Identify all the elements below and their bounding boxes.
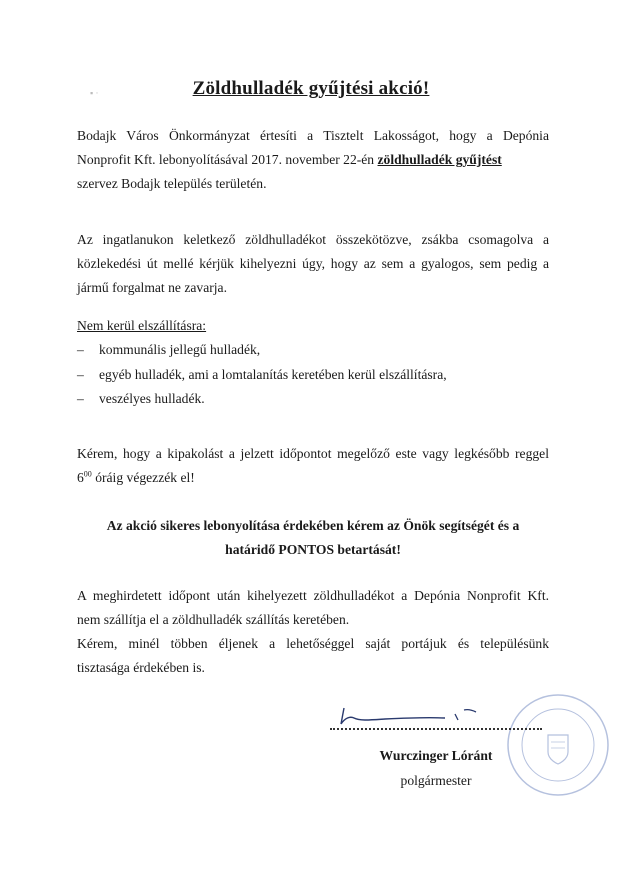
paragraph-line: Az ingatlanukon keletkező zöldhulladékot összekötözve, zsákba csomagolva a [77, 232, 549, 247]
paragraph-line: Kérem, minél többen éljenek a lehetőséggel saját portájuk és településünk [77, 636, 549, 651]
signer-name: Wurczinger Lóránt [379, 748, 493, 763]
paragraph-announcement [77, 124, 549, 196]
paragraph-line: szervez Bodajk település területén. [77, 176, 267, 191]
list-item-text: kommunális jellegű hulladék, [99, 342, 261, 357]
paragraph-line: Bodajk Város Önkormányzat értesíti a Tisztelt Lakosságot, hogy a Depónia [77, 128, 549, 143]
bullet: – [77, 342, 84, 357]
highlight-text: zöldhulladék gyűjtést [377, 152, 502, 167]
list-item [77, 391, 205, 407]
paragraph-line [77, 148, 549, 172]
paragraph-closing [77, 584, 549, 680]
list-item-text: egyéb hulladék, ami a lomtalanítás keretében kerül elszállításra, [99, 367, 447, 382]
paragraph-instructions [77, 228, 549, 300]
handwritten-signature [330, 700, 490, 730]
paragraph-line: Kérem, hogy a kipakolást a jelzett időpontot megelőző este vagy legkésőbb reggel [77, 446, 549, 461]
superscript: 00 [83, 469, 92, 479]
page-title: Zöldhulladék gyűjtési akció! [192, 78, 430, 99]
list-item [77, 367, 447, 383]
bullet: – [77, 391, 84, 406]
text-run: 6 [77, 470, 84, 485]
paragraph-line: nem szállítja el a zöldhulladék szállítás keretében. [77, 612, 350, 627]
paragraph-line: közlekedési út mellé kérjük kihelyezni úgy, hogy az sem a gyalogos, sem pedig a [77, 256, 549, 271]
bullet: – [77, 367, 84, 382]
text-run: Nonprofit Kft. lebonyolításával 2017. november 22-én [77, 152, 378, 167]
scan-mark: ▪ · [90, 88, 99, 98]
paragraph-line [77, 466, 549, 490]
notice-line: határidő PONTOS betartását! [225, 542, 401, 557]
paragraph-line: A meghirdetett időpont után kihelyezett zöldhulladékot a Depónia Nonprofit Kft. [77, 588, 549, 603]
signature-line [330, 728, 542, 730]
list-item [77, 342, 260, 358]
list-item-text: veszélyes hulladék. [99, 391, 205, 406]
signer-role: polgármester [400, 773, 472, 788]
notice-line: Az akció sikeres lebonyolítása érdekében kérem az Önök segítségét és a [106, 518, 520, 533]
list-heading: Nem kerül elszállításra: [77, 318, 207, 333]
text-run: óráig végezzék el! [91, 470, 195, 485]
paragraph-deadline [77, 442, 549, 490]
paragraph-line: tisztasága érdekében is. [77, 660, 205, 675]
paragraph-line: jármű forgalmat ne zavarja. [77, 280, 227, 295]
